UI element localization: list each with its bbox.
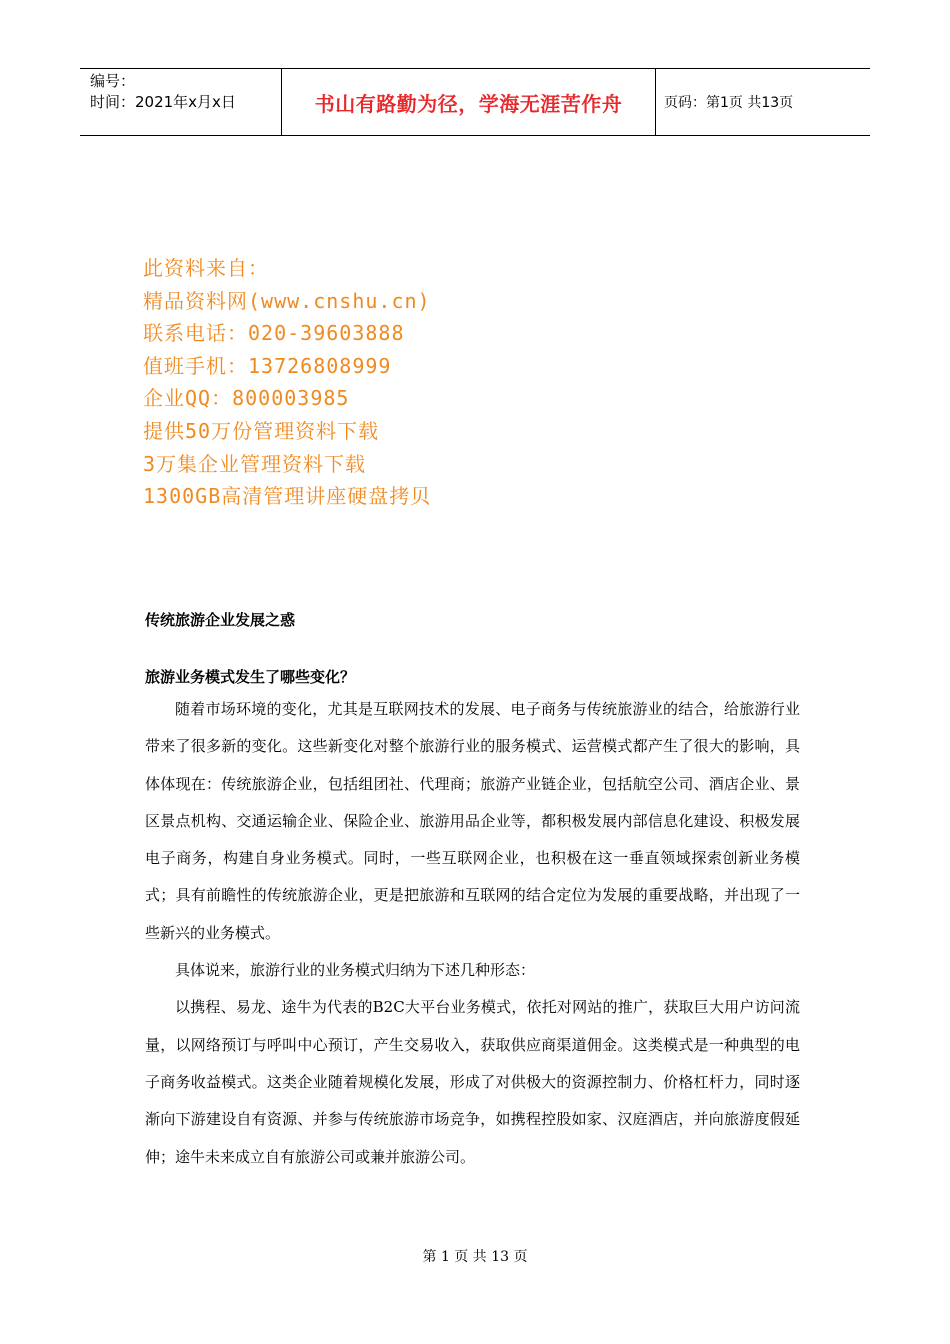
contact-line: 3万集企业管理资料下载 <box>143 451 367 476</box>
contact-info-block <box>143 252 431 513</box>
body-paragraph: 以携程、易龙、途牛为代表的B2C大平台业务模式，依托对网站的推广，获取巨大用户访问流量，以网络预订与呼叫中心预订，产生交易收入，获取供应商渠道佣金。这类模式是一种典型的电子商务收益模式。这类企业随着规模化发展，形成了对供极大的资源控制力、价格杠杆力，同时逐渐向下游建设自有资源、并参与传统旅游市场竞争，如携程控股如家、汉庭酒店，并向旅游度假延伸；途牛未来成立自有旅游公司或兼并旅游公司。 <box>145 998 800 1166</box>
contact-line: 1300GB高清管理讲座硬盘拷贝 <box>143 484 432 509</box>
contact-line: 联系电话：020-39603888 <box>143 321 405 346</box>
contact-line: 企业QQ：800003985 <box>143 386 350 411</box>
header-page-code-cell <box>656 69 870 135</box>
page-header <box>80 68 870 136</box>
header-page-code: 页码：第1页 共13页 <box>664 95 794 111</box>
header-meta-cell <box>80 69 281 135</box>
header-motto: 书山有路勤为径，学海无涯苦作舟 <box>314 91 623 116</box>
article-body <box>145 691 800 1176</box>
document-time-label: 时间：2021年x月x日 <box>90 93 236 111</box>
contact-line: 此资料来自： <box>143 256 269 280</box>
body-paragraph: 具体说来，旅游行业的业务模式归纳为下述几种形态： <box>175 961 536 980</box>
body-paragraph: 随着市场环境的变化，尤其是互联网技术的发展、电子商务与传统旅游业的结合，给旅游行业带来了很多新的变化。这些新变化对整个旅游行业的服务模式、运营模式都产生了很大的影响，具体体现在：传统旅游企业，包括组团社、代理商；旅游产业链企业，包括航空公司、酒店企业、景区景点机构、交通运输企业、保险企业、旅游用品企业等，都积极发展内部信息化建设、积极发展电子商务，构建自身业务模式。同时，一些互联网企业，也积极在这一垂直领域探索创新业务模式；具有前瞻性的传统旅游企业，更是把旅游和互联网的结合定位为发展的重要战略，并出现了一些新兴的业务模式。 <box>145 700 800 942</box>
contact-line: 提供50万份管理资料下载 <box>143 418 380 443</box>
document-number-label: 编号： <box>90 72 136 90</box>
header-motto-cell <box>281 69 656 135</box>
page-footer: 第 1 页 共 13 页 <box>422 1249 528 1265</box>
contact-line: 值班手机：13726808999 <box>143 353 392 378</box>
article-subtitle: 旅游业务模式发生了哪些变化？ <box>145 668 356 686</box>
article-title: 传统旅游企业发展之惑 <box>145 611 296 629</box>
contact-line: 精品资料网(www.cnshu.cn) <box>143 288 431 313</box>
